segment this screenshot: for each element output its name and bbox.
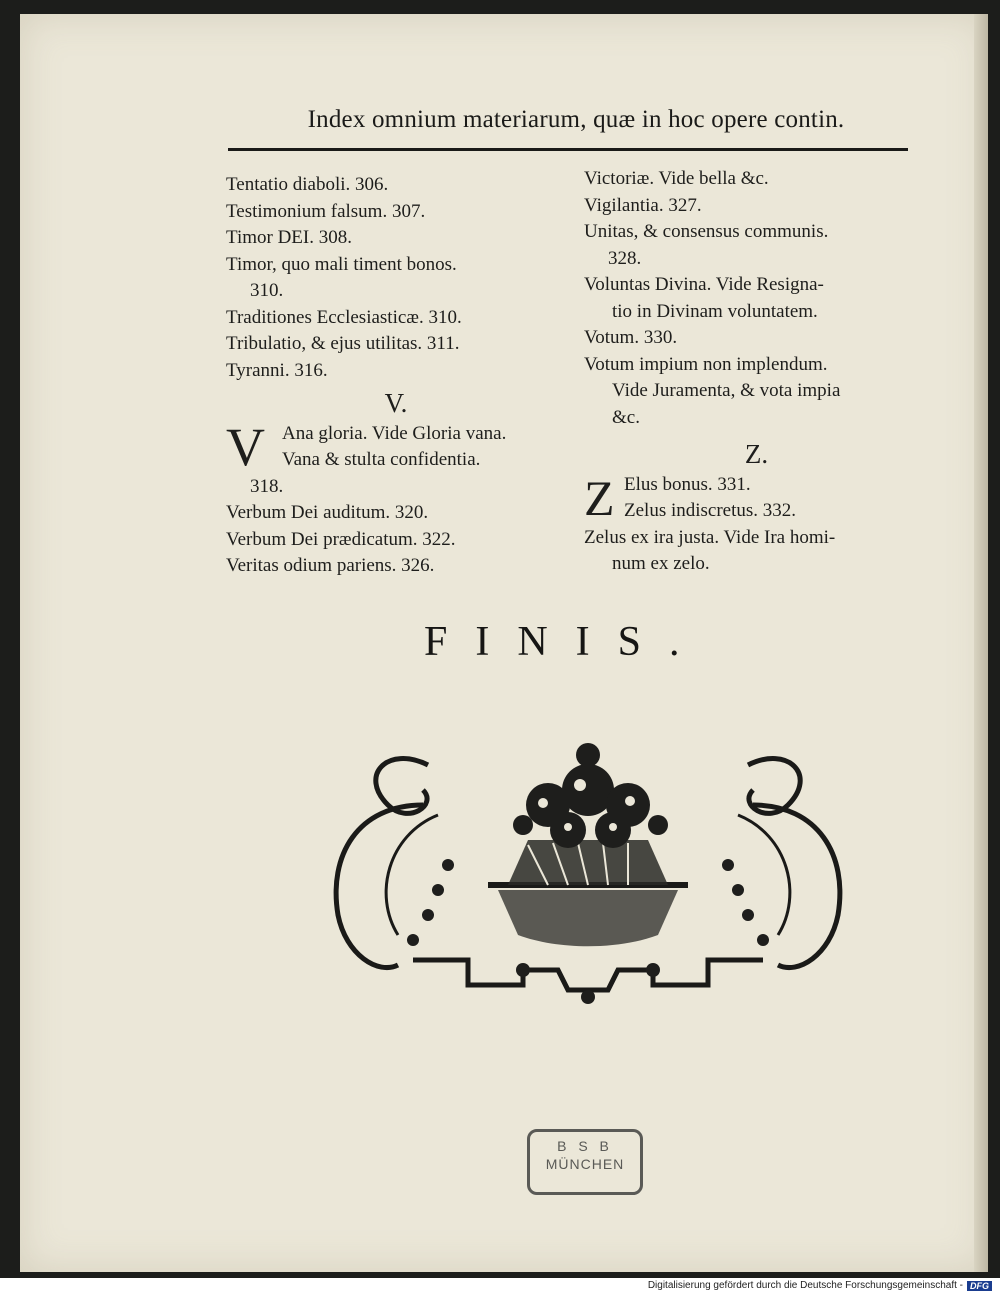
index-entry: Testimonium falsum. 307.	[226, 200, 426, 222]
index-entry: Unitas, & consensus communis.	[584, 221, 829, 242]
index-entry: Zelus ex ira justa. Vide Ira homi-	[584, 526, 836, 548]
index-entry: Timor, quo mali timent bonos.	[226, 253, 457, 275]
index-entry-continuation: Vide Juramenta, & vota impia	[612, 380, 841, 401]
page-header: Index omnium materiarum, quæ in hoc opere contin.	[307, 106, 845, 133]
index-entry: Tyranni. 316.	[226, 359, 328, 381]
library-stamp	[527, 1129, 643, 1195]
dropcap-entry-z	[584, 469, 929, 526]
finis-heading: FINIS.	[424, 619, 708, 665]
section-heading-v: V.	[384, 388, 408, 418]
index-entry: Ana gloria. Vide Gloria vana.	[282, 422, 507, 444]
index-entry-continuation: num ex zelo.	[612, 553, 710, 574]
index-entry-continuation: 318.	[250, 475, 284, 497]
index-entry: Votum. 330.	[584, 327, 678, 348]
dropcap-entry-v	[226, 416, 566, 477]
index-entry: Vana & stulta confidentia.	[282, 449, 481, 470]
stamp-line-2: MÜNCHEN	[545, 1156, 625, 1172]
left-column	[226, 172, 566, 580]
index-entry-continuation: &c.	[612, 406, 640, 428]
index-entry: Verbum Dei auditum. 320.	[226, 502, 429, 523]
index-entry: Tentatio diaboli. 306.	[226, 174, 389, 195]
index-entry: Vigilantia. 327.	[584, 194, 702, 216]
index-entry-continuation: 310.	[250, 280, 284, 301]
header-rule	[228, 148, 908, 151]
index-entry: Zelus indiscretus. 332.	[624, 500, 797, 521]
dropcap-letter: V	[226, 416, 265, 477]
index-entry: Tribulatio, & ejus utilitas. 311.	[226, 333, 460, 354]
digitization-footer	[648, 1280, 992, 1291]
index-entry: Elus bonus. 331.	[624, 473, 751, 495]
index-entry: Veritas odium pariens. 326.	[226, 555, 435, 576]
section-heading-z: Z.	[744, 439, 769, 469]
footer-text: Digitalisierung gefördert durch die Deutsche Forschungsgemeinschaft -	[647, 1280, 963, 1291]
index-entry-continuation: 328.	[608, 247, 642, 269]
right-column	[584, 166, 929, 578]
index-entry: Victoriæ. Vide bella &c.	[584, 168, 769, 189]
page-edge	[974, 14, 988, 1272]
dropcap-letter: Z	[584, 469, 615, 526]
flower-basket-ornament-icon	[318, 735, 858, 1005]
index-entry: Traditiones Ecclesiasticæ. 310.	[226, 306, 462, 328]
index-entry: Verbum Dei prædicatum. 322.	[226, 528, 456, 550]
dfg-logo-icon: DFG	[967, 1281, 992, 1291]
index-entry: Voluntas Divina. Vide Resigna-	[584, 274, 824, 295]
index-entry: Timor DEI. 308.	[226, 227, 352, 248]
index-entry-continuation: tio in Divinam voluntatem.	[612, 300, 818, 322]
index-entry: Votum impium non implendum.	[584, 353, 828, 375]
stamp-line-1: B S B	[557, 1138, 613, 1154]
